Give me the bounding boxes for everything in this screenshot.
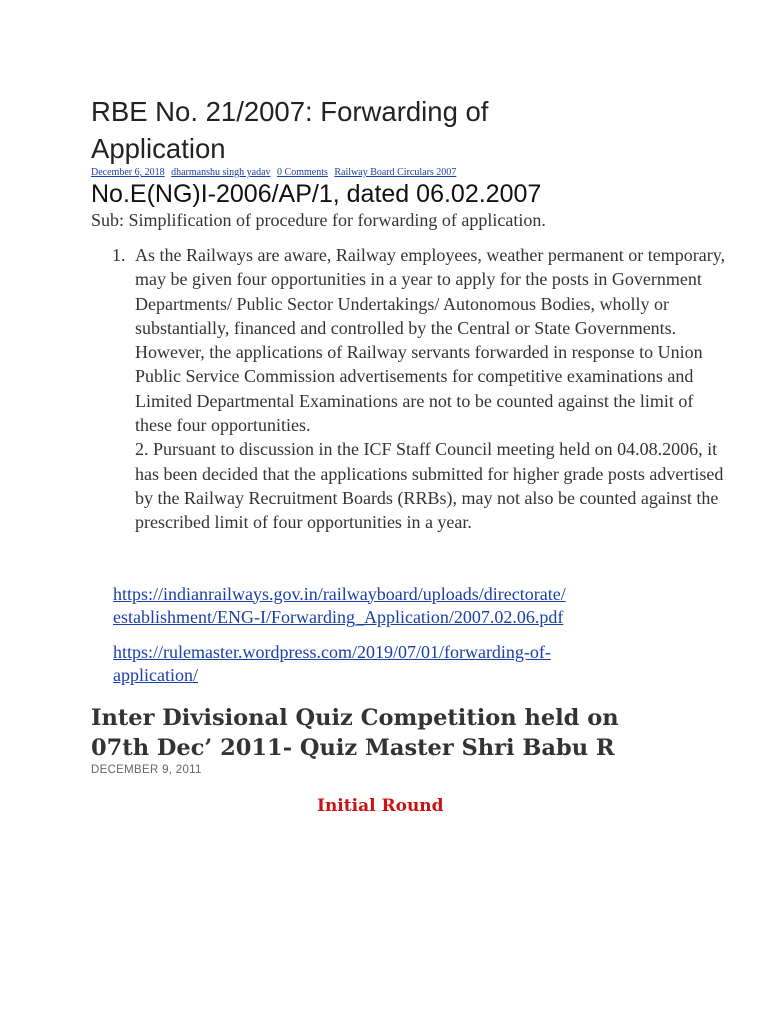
point-1-number: 1. <box>112 245 126 265</box>
link-2-line-2: application/ <box>113 664 198 685</box>
round-heading: Initial Round <box>317 795 444 816</box>
quiz-title-line-2: 07th Dec’ 2011- Quiz Master Shri Babu R <box>91 734 615 761</box>
quiz-post-date: DECEMBER 9, 2011 <box>91 763 202 776</box>
post-date-link[interactable]: December 6, 2018 <box>91 167 165 178</box>
subject-line: Sub: Simplification of procedure for forwarding of application. <box>91 210 546 230</box>
circular-points <box>91 243 728 535</box>
point-2-text: 2. Pursuant to discussion in the ICF Staff Council meeting held on 04.08.2006, it has been decided that the applications submitted for higher grade posts advertised by the Railway Recruitment Boards (RRBs), may not also be counted against the prescribed limit of four opportunities in a year. <box>135 439 724 533</box>
link-2-line-1: https://rulemaster.wordpress.com/2019/07/01/forwarding-of- <box>113 641 551 662</box>
link-1-line-1: https://indianrailways.gov.in/railwayboard/uploads/directorate/ <box>113 583 566 604</box>
post-category-link[interactable]: Railway Board Circulars 2007 <box>334 167 457 178</box>
post-comments-link[interactable]: 0 Comments <box>277 167 328 178</box>
post-author-link[interactable]: dharmanshu singh yadav <box>171 167 271 178</box>
reference-links <box>91 583 728 687</box>
point-1-text: As the Railways are aware, Railway employees, weather permanent or temporary, may be given four opportunities in a year to apply for the posts in Government Departments/ Public Sector Undertakings/ Autonomous Bodies, wholly or substantially, financed and controlled by the Central or State Governments. However, the applications of Railway servants forwarded in response to Union Public Service Commission advertisements for competitive examinations and Limited Departmental Examinations are not to be counted against the limit of these four opportunities. <box>135 245 726 436</box>
quiz-post-title <box>91 703 728 763</box>
reference-link-indianrailways[interactable] <box>113 583 643 629</box>
reference-link-rulemaster[interactable] <box>113 641 643 687</box>
quiz-title-line-1: Inter Divisional Quiz Competition held on <box>91 704 619 731</box>
circular-number: No.E(NG)I-2006/AP/1, dated 06.02.2007 <box>91 180 542 208</box>
post-meta <box>91 167 728 179</box>
post-title: RBE No. 21/2007: Forwarding of Application <box>91 96 489 164</box>
link-1-line-2: establishment/ENG-I/Forwarding_Application/2007.02.06.pdf <box>113 606 564 627</box>
